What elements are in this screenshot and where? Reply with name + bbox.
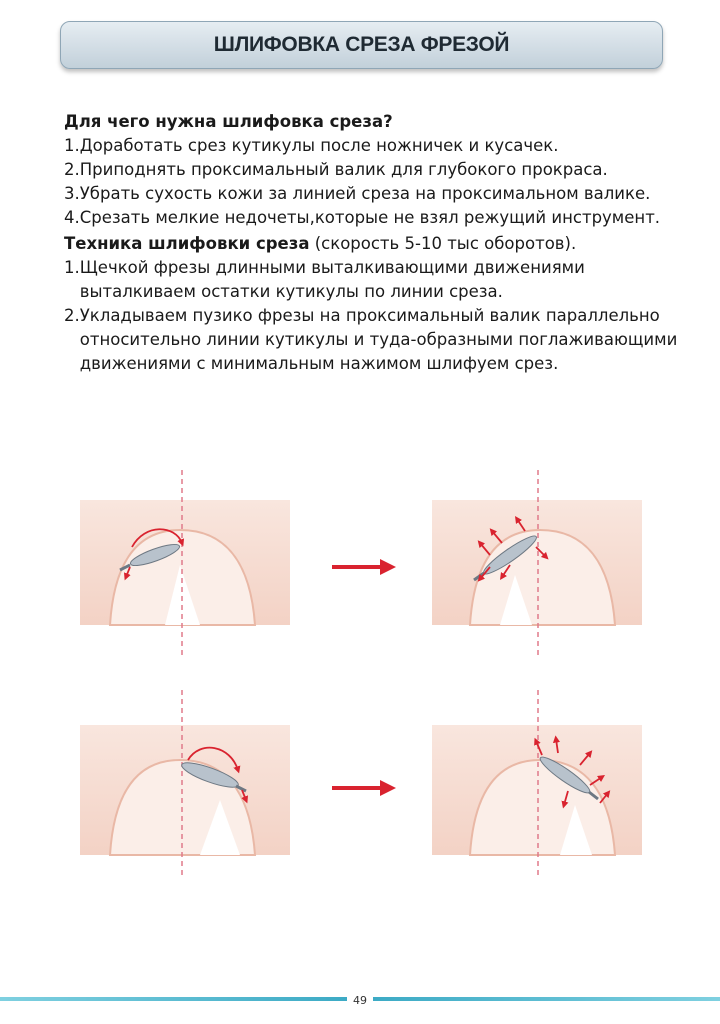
finger-panel-1	[80, 470, 290, 655]
page-number: 49	[0, 994, 720, 1007]
technique-illustration	[70, 455, 660, 875]
list-item: 4. Срезать мелкие недочеты,которые не взял режущий инструмент.	[64, 208, 661, 227]
finger-panel-4	[432, 690, 642, 875]
list-item: 3. Убрать сухость кожи за линией среза на проксимальном валике.	[64, 184, 651, 203]
finger-panel-2	[432, 470, 642, 655]
section-technique-heading-line: Техника шлифовки среза (скорость 5-10 тыс оборотов).	[64, 234, 577, 253]
section-purpose	[64, 110, 684, 230]
list-item: 1. Щечкой фрезы длинными выталкивающими движениями выталкиваем остатки кутикулы по линии среза.	[64, 258, 585, 301]
list-item: 2. Приподнять проксимальный валик для глубокого прокраса.	[64, 160, 608, 179]
section-purpose-heading: Для чего нужна шлифовка среза?	[64, 112, 393, 131]
finger-panel-3	[80, 690, 290, 875]
section-technique	[64, 232, 684, 376]
page-title-bar	[60, 21, 663, 69]
list-item: 1. Доработать срез кутикулы после ножничек и кусачек.	[64, 136, 559, 155]
list-item: 2. Укладываем пузико фрезы на проксимальный валик параллельно относительно линии кутикулы и туда-образными поглаживающими движениями с минимальным нажимом шлифуем срез.	[64, 306, 678, 373]
page-title: ШЛИФОВКА СРЕЗА ФРЕЗОЙ	[213, 33, 510, 56]
